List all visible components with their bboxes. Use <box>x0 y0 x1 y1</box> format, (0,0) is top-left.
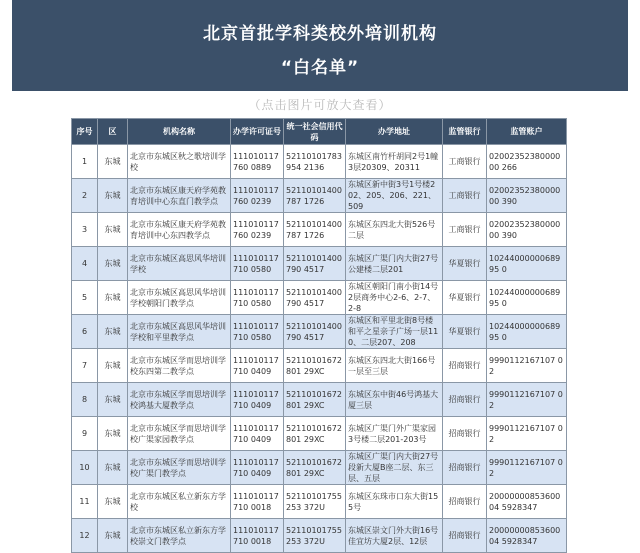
table-row <box>72 417 567 451</box>
zoom-hint: （点击图片可放大查看） <box>248 98 392 112</box>
cell-credit-code: 52110101400787 1726 <box>284 213 346 247</box>
cell-index: 6 <box>72 315 98 349</box>
cell-credit-code: 52110101783954 2136 <box>284 145 346 179</box>
col-header-credit-code: 统一社会信用代码 <box>284 119 346 145</box>
cell-credit-code: 52110101400790 4517 <box>284 315 346 349</box>
cell-org-name: 北京市东城区私立新东方学校 <box>128 485 231 519</box>
cell-org-name: 北京市东城区学而思培训学校广渠门教学点 <box>128 451 231 485</box>
cell-address: 东城区东四北大街166号一层至三层 <box>346 349 443 383</box>
col-header-district: 区 <box>98 119 128 145</box>
page-title: 北京首批学科类校外培训机构 <box>203 24 437 44</box>
table-row <box>72 315 567 349</box>
cell-credit-code: 52110101755253 372U <box>284 519 346 553</box>
cell-credit-code: 52110101400787 1726 <box>284 179 346 213</box>
cell-license: 111010117760 0239 <box>231 213 284 247</box>
cell-license: 111010117710 0409 <box>231 383 284 417</box>
cell-credit-code: 52110101672801 29XC <box>284 417 346 451</box>
cell-district: 东城 <box>98 213 128 247</box>
whitelist-table <box>71 118 567 553</box>
cell-index: 11 <box>72 485 98 519</box>
table-row <box>72 145 567 179</box>
table-row <box>72 519 567 553</box>
cell-org-name: 北京市东城区学而思培训学校广渠家园教学点 <box>128 417 231 451</box>
table-header-row <box>72 119 567 145</box>
cell-address: 东城区朝阳门南小街14号2层商务中心2-6、2-7、2-8 <box>346 281 443 315</box>
cell-org-name: 北京市东城区秋之歌培训学校 <box>128 145 231 179</box>
table-row <box>72 247 567 281</box>
cell-address: 东城区广渠门内大街27号段新大厦B座二层、东三层、五层 <box>346 451 443 485</box>
cell-index: 3 <box>72 213 98 247</box>
cell-credit-code: 52110101400790 4517 <box>284 247 346 281</box>
cell-account: 2000000085360004 5928347 <box>487 519 567 553</box>
col-header-account: 监管账户 <box>487 119 567 145</box>
col-header-bank: 监管银行 <box>443 119 487 145</box>
table-row <box>72 281 567 315</box>
cell-org-name: 北京市东城区私立新东方学校崇文门教学点 <box>128 519 231 553</box>
cell-org-name: 北京市东城区康天府学苑教育培训中心东直门教学点 <box>128 179 231 213</box>
cell-bank: 招商银行 <box>443 451 487 485</box>
cell-district: 东城 <box>98 383 128 417</box>
cell-credit-code: 52110101400790 4517 <box>284 281 346 315</box>
cell-license: 111010117710 0409 <box>231 349 284 383</box>
cell-district: 东城 <box>98 145 128 179</box>
cell-bank: 华夏银行 <box>443 315 487 349</box>
cell-bank: 招商银行 <box>443 349 487 383</box>
cell-org-name: 北京市东城区学而思培训学校鸿基大厦教学点 <box>128 383 231 417</box>
cell-district: 东城 <box>98 485 128 519</box>
cell-account: 0200235238000000 390 <box>487 213 567 247</box>
table-row <box>72 485 567 519</box>
cell-org-name: 北京市东城区高思风华培训学校朝阳门教学点 <box>128 281 231 315</box>
cell-address: 东城区东四北大街526号二层 <box>346 213 443 247</box>
cell-address: 东城区广渠门外广渠家园3号楼二层201-203号 <box>346 417 443 451</box>
cell-address: 东城区东珠市口东大街155号 <box>346 485 443 519</box>
table-row <box>72 349 567 383</box>
cell-credit-code: 52110101672801 29XC <box>284 383 346 417</box>
cell-district: 东城 <box>98 349 128 383</box>
cell-index: 8 <box>72 383 98 417</box>
cell-index: 7 <box>72 349 98 383</box>
table-row <box>72 451 567 485</box>
table-body <box>72 145 567 553</box>
cell-index: 9 <box>72 417 98 451</box>
cell-account: 0200235238000000 390 <box>487 179 567 213</box>
cell-address: 东城区崇文门外大街16号佳宜坊大厦2层、12层 <box>346 519 443 553</box>
cell-license: 111010117710 0018 <box>231 485 284 519</box>
cell-index: 10 <box>72 451 98 485</box>
cell-district: 东城 <box>98 179 128 213</box>
cell-account: 9990112167107 02 <box>487 451 567 485</box>
cell-license: 111010117710 0580 <box>231 247 284 281</box>
title-banner <box>12 0 628 91</box>
col-header-index: 序号 <box>72 119 98 145</box>
table-row <box>72 179 567 213</box>
cell-account: 1024400000068995 0 <box>487 315 567 349</box>
table-row <box>72 383 567 417</box>
cell-index: 12 <box>72 519 98 553</box>
cell-org-name: 北京市东城区高思风华培训学校 <box>128 247 231 281</box>
page-subtitle: “白名单” <box>280 58 360 78</box>
cell-license: 111010117760 0239 <box>231 179 284 213</box>
cell-index: 4 <box>72 247 98 281</box>
cell-index: 2 <box>72 179 98 213</box>
cell-address: 东城区东中街46号鸿基大厦三层 <box>346 383 443 417</box>
cell-org-name: 北京市东城区康天府学苑教育培训中心东四教学点 <box>128 213 231 247</box>
cell-account: 9990112167107 02 <box>487 383 567 417</box>
cell-license: 111010117710 0409 <box>231 451 284 485</box>
cell-credit-code: 52110101755253 372U <box>284 485 346 519</box>
cell-account: 2000000085360004 5928347 <box>487 485 567 519</box>
cell-account: 0200235238000000 266 <box>487 145 567 179</box>
cell-org-name: 北京市东城区高思风华培训学校和平里教学点 <box>128 315 231 349</box>
cell-account: 1024400000068995 0 <box>487 281 567 315</box>
cell-bank: 工商银行 <box>443 179 487 213</box>
cell-district: 东城 <box>98 519 128 553</box>
cell-district: 东城 <box>98 247 128 281</box>
cell-bank: 华夏银行 <box>443 247 487 281</box>
col-header-address: 办学地址 <box>346 119 443 145</box>
cell-bank: 招商银行 <box>443 417 487 451</box>
col-header-license: 办学许可证号 <box>231 119 284 145</box>
cell-district: 东城 <box>98 417 128 451</box>
cell-org-name: 北京市东城区学而思培训学校东四第二教学点 <box>128 349 231 383</box>
cell-address: 东城区广渠门内大街27号公建楼二层201 <box>346 247 443 281</box>
cell-account: 9990112167107 02 <box>487 349 567 383</box>
cell-license: 111010117710 0580 <box>231 315 284 349</box>
cell-license: 111010117760 0889 <box>231 145 284 179</box>
cell-district: 东城 <box>98 451 128 485</box>
cell-bank: 工商银行 <box>443 145 487 179</box>
cell-address: 东城区和平里北街8号楼和平之星亲子广场一层110、二层207、208 <box>346 315 443 349</box>
cell-district: 东城 <box>98 315 128 349</box>
cell-address: 东城区南竹杆胡同2号1幢3层20309、20311 <box>346 145 443 179</box>
cell-license: 111010117710 0018 <box>231 519 284 553</box>
cell-credit-code: 52110101672801 29XC <box>284 349 346 383</box>
cell-district: 东城 <box>98 281 128 315</box>
cell-bank: 华夏银行 <box>443 281 487 315</box>
table-row <box>72 213 567 247</box>
cell-bank: 招商银行 <box>443 383 487 417</box>
cell-license: 111010117710 0580 <box>231 281 284 315</box>
cell-account: 9990112167107 02 <box>487 417 567 451</box>
cell-index: 5 <box>72 281 98 315</box>
col-header-org-name: 机构名称 <box>128 119 231 145</box>
cell-bank: 工商银行 <box>443 213 487 247</box>
cell-credit-code: 52110101672801 29XC <box>284 451 346 485</box>
cell-address: 东城区新中街3号1号楼202、205、206、221、509 <box>346 179 443 213</box>
cell-license: 111010117710 0409 <box>231 417 284 451</box>
cell-bank: 招商银行 <box>443 519 487 553</box>
cell-bank: 招商银行 <box>443 485 487 519</box>
cell-index: 1 <box>72 145 98 179</box>
cell-account: 1024400000068995 0 <box>487 247 567 281</box>
